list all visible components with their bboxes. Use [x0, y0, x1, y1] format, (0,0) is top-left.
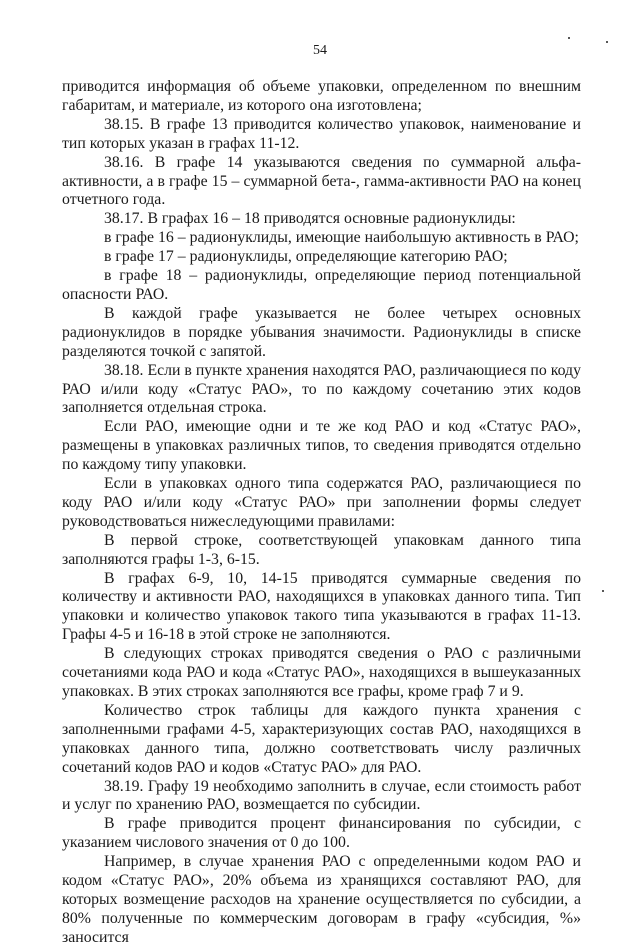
paragraph: В графах 6-9, 10, 14-15 приводятся суммарные сведения по количеству и активности РАО, находящихся в упаковках данного типа. Тип упаковки и количество упаковок такого типа указываются в графах 11-13. Графы 4-5 и 16-18 в этой строке не заполняются.: [62, 569, 581, 644]
paragraph: Если РАО, имеющие одни и те же код РАО и код «Статус РАО», размещены в упаковках различных типов, то сведения приводятся отдельно по каждому типу упаковки.: [62, 418, 581, 474]
document-body: [62, 78, 581, 948]
paragraph: в графе 16 – радионуклиды, имеющие наибольшую активность в РАО;: [104, 229, 579, 247]
paragraph: В каждой графе указывается не более четырех основных радионуклидов в порядке убывания значимости. Радионуклиды в списке разделяются точкой с запятой.: [62, 304, 581, 360]
paragraph: В первой строке, соответствующей упаковкам данного типа заполняются графы 1-3, 6-15.: [62, 531, 581, 568]
paragraph: в графе 18 – радионуклиды, определяющие период потенциальной опасности РАО.: [62, 267, 581, 303]
paragraph: Например, в случае хранения РАО с определенными кодом РАО и кодом «Статус РАО», 20% объема из хранящихся составляют РАО, для которых возмещение расходов на хранение осуществляется по субсидии, а 80% полученные по коммерческим договорам в графу «субсидия, %» заносится: [62, 853, 581, 946]
paragraph: 38.18. Если в пункте хранения находятся РАО, различающиеся по коду РАО и/или коду «Статус РАО», то по каждому сочетанию этих кодов заполняется отдельная строка.: [62, 361, 581, 417]
paragraph: 38.15. В графе 13 приводится количество упаковок, наименование и тип которых указан в графах 11-12.: [62, 115, 581, 152]
paragraph: 38.16. В графе 14 указываются сведения по суммарной альфа- активности, а в графе 15 – суммарной бета-, гамма-активности РАО на конец отчетного года.: [62, 153, 581, 209]
paragraph: 38.19. Графу 19 необходимо заполнить в случае, если стоимость работ и услуг по хранению РАО, возмещается по субсидии.: [62, 777, 581, 814]
paragraph: 38.17. В графах 16 – 18 приводятся основные радионуклиды:: [104, 210, 516, 228]
paragraph: В графе приводится процент финансирования по субсидии, с указанием числового значения от 0 до 100.: [62, 815, 581, 852]
paragraph: Если в упаковках одного типа содержатся РАО, различающиеся по коду РАО и/или коду «Статус РАО» при заполнении формы следует руководствоваться нижеследующими правилами:: [62, 475, 581, 530]
page-number: 54: [313, 43, 327, 58]
scan-speck: [568, 37, 570, 39]
paragraph: В следующих строках приводятся сведения о РАО с различными сочетаниями кода РАО и кода «Статус РАО», находящихся в вышеуказанных упаковках. В этих строках заполняются все графы, кроме граф 7 и 9.: [62, 645, 581, 700]
paragraph: Количество строк таблицы для каждого пункта хранения с заполненными графами 4-5, характеризующих состав РАО, находящихся в упаковках данного типа, должно соответствовать числу различных сочетаний кодов РАО и кодов «Статус РАО» для РАО.: [62, 701, 581, 776]
paragraph: приводится информация об объеме упаковки, определенном по внешним габаритам, и материале, из которого она изготовлена;: [62, 78, 581, 114]
scan-speck: [606, 41, 608, 43]
scan-speck: [602, 590, 604, 592]
paragraph: в графе 17 – радионуклиды, определяющие категорию РАО;: [104, 248, 508, 266]
